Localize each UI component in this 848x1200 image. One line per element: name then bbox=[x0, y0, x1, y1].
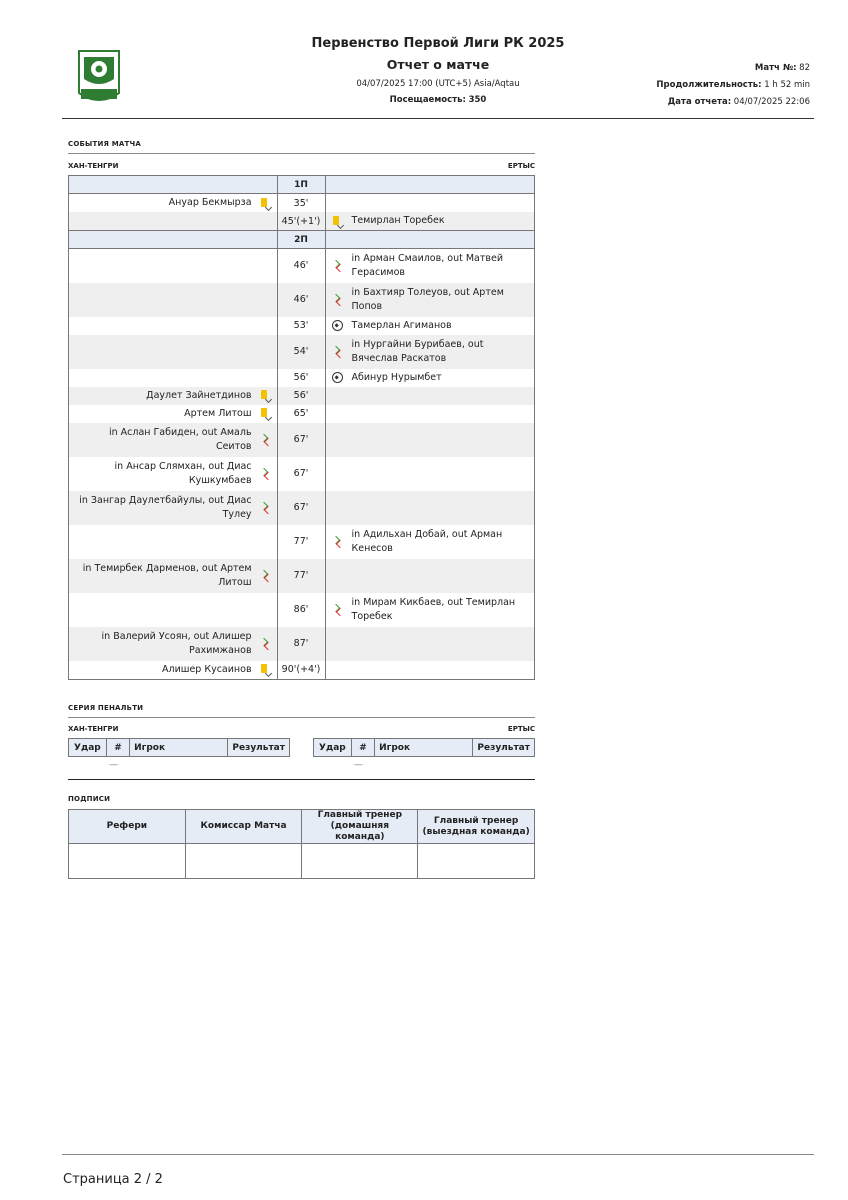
match-meta bbox=[656, 63, 810, 114]
event-row bbox=[69, 249, 535, 283]
goal-icon bbox=[332, 320, 343, 331]
home-event-cell bbox=[69, 491, 278, 525]
event-row bbox=[69, 423, 535, 457]
penalties-away-empty: — bbox=[354, 760, 363, 770]
event-row bbox=[69, 491, 535, 525]
col-number: # bbox=[351, 739, 374, 757]
event-minute: 45'(+1') bbox=[277, 212, 325, 231]
col-number: # bbox=[106, 739, 129, 757]
home-event-cell bbox=[69, 335, 278, 369]
event-text: Ануар Бекмырза bbox=[168, 197, 252, 208]
event-text: in Темирбек Дарменов, out Артем Литош bbox=[82, 562, 252, 588]
substitution-icon bbox=[260, 434, 271, 445]
event-text: in Арман Смаилов, out Матвей Герасимов bbox=[351, 252, 504, 278]
substitution-icon bbox=[332, 260, 343, 271]
col-player: Игрок bbox=[130, 739, 228, 757]
attendance: Посещаемость: 350 bbox=[389, 95, 487, 105]
period-label: 2П bbox=[277, 231, 325, 249]
yellow-card-icon bbox=[260, 390, 271, 401]
event-minute: 67' bbox=[277, 423, 325, 457]
home-event-cell bbox=[69, 387, 278, 405]
home-event-cell bbox=[69, 423, 278, 457]
substitution-icon bbox=[332, 536, 343, 547]
penalties-section-title: СЕРИЯ ПЕНАЛЬТИ bbox=[68, 704, 144, 712]
penalties-divider bbox=[68, 779, 535, 780]
event-text: in Валерий Усоян, out Алишер Рахимжанов bbox=[101, 630, 252, 656]
sig-referee-header: Рефери bbox=[69, 810, 186, 844]
signatures-table bbox=[68, 809, 535, 879]
away-event-cell bbox=[325, 317, 534, 335]
away-event-cell bbox=[325, 369, 534, 387]
event-row bbox=[69, 661, 535, 680]
match-number: Матч №: 82 bbox=[754, 63, 810, 73]
sig-away-coach-cell[interactable] bbox=[418, 844, 535, 879]
home-event-cell bbox=[69, 249, 278, 283]
home-event-cell bbox=[69, 369, 278, 387]
event-minute: 77' bbox=[277, 559, 325, 593]
event-text: Даулет Зайнетдинов bbox=[146, 389, 252, 401]
away-event-cell bbox=[325, 194, 534, 213]
event-minute: 56' bbox=[277, 387, 325, 405]
home-event-cell bbox=[69, 317, 278, 335]
event-text: in Мирам Кикбаев, out Темирлан Торебек bbox=[351, 596, 516, 622]
away-event-cell bbox=[325, 335, 534, 369]
events-section-title: СОБЫТИЯ МАТЧА bbox=[68, 140, 141, 148]
away-event-cell bbox=[325, 387, 534, 405]
events-table bbox=[68, 175, 535, 680]
home-event-cell bbox=[69, 593, 278, 627]
event-minute: 46' bbox=[277, 283, 325, 317]
event-minute: 67' bbox=[277, 491, 325, 525]
event-text: in Зангар Даулетбайулы, out Диас Тулеу bbox=[79, 494, 252, 520]
event-minute: 77' bbox=[277, 525, 325, 559]
sig-commissioner-cell[interactable] bbox=[185, 844, 302, 879]
sig-home-coach-header: Главный тренер (домашняя команда) bbox=[302, 810, 418, 844]
period-label: 1П bbox=[277, 176, 325, 194]
event-text: Алишер Кусаинов bbox=[162, 663, 252, 675]
page-number: Страница 2 / 2 bbox=[63, 1172, 163, 1187]
penalties-home-team: ХАН-ТЕНГРИ bbox=[68, 725, 119, 733]
event-row bbox=[69, 317, 535, 335]
home-event-cell bbox=[69, 283, 278, 317]
event-row bbox=[69, 627, 535, 661]
substitution-icon bbox=[260, 638, 271, 649]
home-event-cell bbox=[69, 457, 278, 491]
away-event-cell bbox=[325, 559, 534, 593]
event-row bbox=[69, 387, 535, 405]
penalties-section-divider bbox=[68, 717, 535, 718]
away-event-cell bbox=[325, 423, 534, 457]
event-text: Темирлан Торебек bbox=[351, 215, 445, 226]
event-text: in Адильхан Добай, out Арман Кенесов bbox=[351, 528, 503, 554]
goal-icon bbox=[332, 372, 343, 383]
event-text: in Аслан Габиден, out Амаль Сеитов bbox=[108, 426, 252, 452]
event-text: Абинур Нурымбет bbox=[351, 371, 442, 383]
away-event-cell bbox=[325, 593, 534, 627]
away-event-cell bbox=[325, 525, 534, 559]
col-player: Игрок bbox=[375, 739, 473, 757]
col-shot: Удар bbox=[69, 739, 107, 757]
event-row bbox=[69, 194, 535, 213]
penalties-home-table bbox=[68, 738, 290, 757]
header-divider bbox=[62, 118, 814, 119]
sig-away-coach-header: Главный тренер (выездная команда) bbox=[418, 810, 535, 844]
event-minute: 54' bbox=[277, 335, 325, 369]
signatures-section-title: ПОДПИСИ bbox=[68, 795, 111, 803]
event-minute: 46' bbox=[277, 249, 325, 283]
match-datetime: 04/07/2025 17:00 (UTC+5) Asia/Aqtau bbox=[356, 79, 520, 89]
substitution-icon bbox=[260, 570, 271, 581]
penalties-home-empty: — bbox=[109, 760, 118, 770]
event-text: Тамерлан Агиманов bbox=[351, 319, 452, 331]
yellow-card-icon bbox=[260, 198, 271, 209]
event-row bbox=[69, 457, 535, 491]
yellow-card-icon bbox=[332, 216, 343, 227]
events-away-team: ЕРТЫС bbox=[507, 162, 535, 170]
home-event-cell bbox=[69, 559, 278, 593]
home-event-cell bbox=[69, 212, 278, 231]
home-event-cell bbox=[69, 627, 278, 661]
match-duration: Продолжительность: 1 h 52 min bbox=[656, 80, 810, 90]
col-shot: Удар bbox=[314, 739, 352, 757]
away-event-cell bbox=[325, 661, 534, 680]
home-event-cell bbox=[69, 194, 278, 213]
report-header bbox=[264, 36, 612, 106]
event-text: in Бахтияр Толеуов, out Артем Попов bbox=[351, 286, 504, 312]
event-row bbox=[69, 369, 535, 387]
event-row bbox=[69, 559, 535, 593]
period-row-1 bbox=[69, 176, 535, 194]
league-logo bbox=[76, 49, 122, 105]
away-event-cell bbox=[325, 627, 534, 661]
event-text: in Нургайни Бурибаев, out Вячеслав Раскатов bbox=[351, 338, 484, 364]
sig-referee-cell[interactable] bbox=[69, 844, 186, 879]
substitution-icon bbox=[332, 294, 343, 305]
events-home-team: ХАН-ТЕНГРИ bbox=[68, 162, 119, 170]
home-event-cell bbox=[69, 405, 278, 423]
sig-commissioner-header: Комиссар Матча bbox=[185, 810, 302, 844]
event-text: Артем Литош bbox=[184, 407, 252, 419]
penalties-away-table bbox=[313, 738, 535, 757]
event-minute: 35' bbox=[277, 194, 325, 213]
col-result: Результат bbox=[473, 739, 535, 757]
away-event-cell bbox=[325, 249, 534, 283]
yellow-card-icon bbox=[260, 664, 271, 675]
event-row bbox=[69, 525, 535, 559]
event-minute: 65' bbox=[277, 405, 325, 423]
away-event-cell bbox=[325, 405, 534, 423]
away-event-cell bbox=[325, 283, 534, 317]
away-event-cell bbox=[325, 457, 534, 491]
away-event-cell bbox=[325, 212, 534, 231]
event-row bbox=[69, 593, 535, 627]
penalties-away-team: ЕРТЫС bbox=[507, 725, 535, 733]
event-minute: 87' bbox=[277, 627, 325, 661]
event-row bbox=[69, 405, 535, 423]
event-row bbox=[69, 283, 535, 317]
home-event-cell bbox=[69, 525, 278, 559]
substitution-icon bbox=[332, 346, 343, 357]
substitution-icon bbox=[332, 604, 343, 615]
away-event-cell bbox=[325, 491, 534, 525]
footer-divider bbox=[62, 1154, 814, 1155]
event-row bbox=[69, 212, 535, 231]
home-event-cell bbox=[69, 661, 278, 680]
event-minute: 90'(+4') bbox=[277, 661, 325, 680]
event-minute: 56' bbox=[277, 369, 325, 387]
event-row bbox=[69, 335, 535, 369]
report-subtitle: Отчет о матче bbox=[386, 57, 490, 72]
substitution-icon bbox=[260, 502, 271, 513]
sig-home-coach-cell[interactable] bbox=[302, 844, 418, 879]
col-result: Результат bbox=[228, 739, 290, 757]
events-section-divider bbox=[68, 153, 535, 154]
event-text: in Ансар Слямхан, out Диас Кушкумбаев bbox=[114, 460, 252, 486]
substitution-icon bbox=[260, 468, 271, 479]
yellow-card-icon bbox=[260, 408, 271, 419]
report-date: Дата отчета: 04/07/2025 22:06 bbox=[667, 97, 810, 107]
period-row-2 bbox=[69, 231, 535, 249]
event-minute: 86' bbox=[277, 593, 325, 627]
event-minute: 53' bbox=[277, 317, 325, 335]
league-title: Первенство Первой Лиги РК 2025 bbox=[311, 36, 565, 51]
event-minute: 67' bbox=[277, 457, 325, 491]
